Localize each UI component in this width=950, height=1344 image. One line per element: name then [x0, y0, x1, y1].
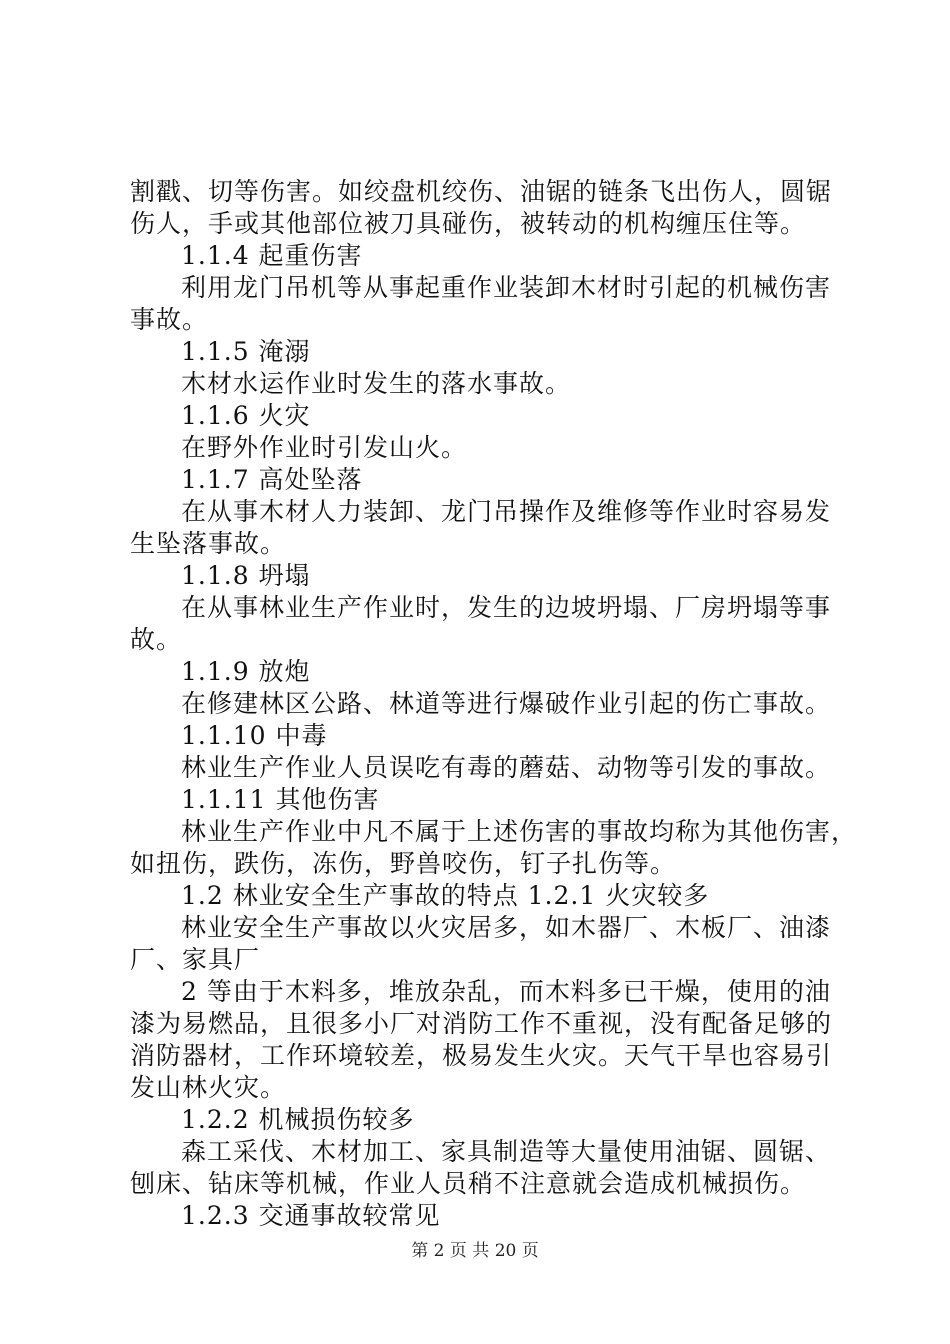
text-line: 森工采伐、木材加工、家具制造等大量使用油锯、圆锯、 — [181, 1137, 832, 1166]
text-line: 事故。 — [130, 305, 209, 334]
text-line: 2 等由于木料多，堆放杂乱，而木料多已干燥，使用的油 — [181, 977, 831, 1006]
section-heading: 1.1.9 放炮 — [181, 657, 311, 686]
section-heading: 1.1.4 起重伤害 — [181, 241, 363, 270]
text-line: 林业安全生产事故以火灾居多，如木器厂、木板厂、油漆 — [181, 913, 832, 942]
text-line: 割戳、切等伤害。如绞盘机绞伤、油锯的链条飞出伤人，圆锯 — [130, 177, 833, 206]
text-line: 厂、家具厂 — [130, 945, 261, 974]
section-heading: 1.1.10 中毒 — [181, 721, 328, 750]
section-heading: 1.1.6 火灾 — [181, 401, 311, 430]
text-line: 如扭伤，跌伤，冻伤，野兽咬伤，钉子扎伤等。 — [130, 849, 677, 878]
section-heading: 1.2.3 交通事故较常见 — [181, 1201, 441, 1230]
section-heading: 1.1.8 坍塌 — [181, 561, 311, 590]
text-line: 故。 — [130, 625, 183, 654]
text-line: 漆为易燃品，且很多小厂对消防工作不重视，没有配备足够的 — [130, 1009, 833, 1038]
section-heading: 1.1.5 淹溺 — [181, 337, 311, 366]
section-heading: 1.2.2 机械损伤较多 — [181, 1105, 415, 1134]
text-line: 发山林火灾。 — [130, 1073, 287, 1102]
text-line: 在从事木材人力装卸、龙门吊操作及维修等作业时容易发 — [181, 497, 832, 526]
text-line: 木材水运作业时发生的落水事故。 — [181, 369, 572, 398]
page-footer: 第 2 页 共 20 页 — [411, 1241, 539, 1261]
section-heading: 1.1.7 高处坠落 — [181, 465, 363, 494]
text-line: 利用龙门吊机等从事起重作业装卸木材时引起的机械伤害 — [181, 273, 832, 302]
text-line: 在从事林业生产作业时，发生的边坡坍塌、厂房坍塌等事 — [181, 593, 832, 622]
text-line: 林业生产作业中凡不属于上述伤害的事故均称为其他伤害， — [181, 817, 858, 846]
text-line: 消防器材，工作环境较差，极易发生火灾。天气干旱也容易引 — [130, 1041, 833, 1070]
text-line: 生坠落事故。 — [130, 529, 287, 558]
text-line: 在修建林区公路、林道等进行爆破作业引起的伤亡事故。 — [181, 689, 832, 718]
text-line: 伤人，手或其他部位被刀具碰伤，被转动的机构缠压住等。 — [130, 209, 807, 238]
section-heading: 1.2 林业安全生产事故的特点 1.2.1 火灾较多 — [181, 881, 710, 910]
section-heading: 1.1.11 其他伤害 — [181, 785, 380, 814]
text-line: 刨床、钻床等机械，作业人员稍不注意就会造成机械损伤。 — [130, 1169, 807, 1198]
text-line: 在野外作业时引发山火。 — [181, 433, 468, 462]
text-line: 林业生产作业人员误吃有毒的蘑菇、动物等引发的事故。 — [181, 753, 832, 782]
